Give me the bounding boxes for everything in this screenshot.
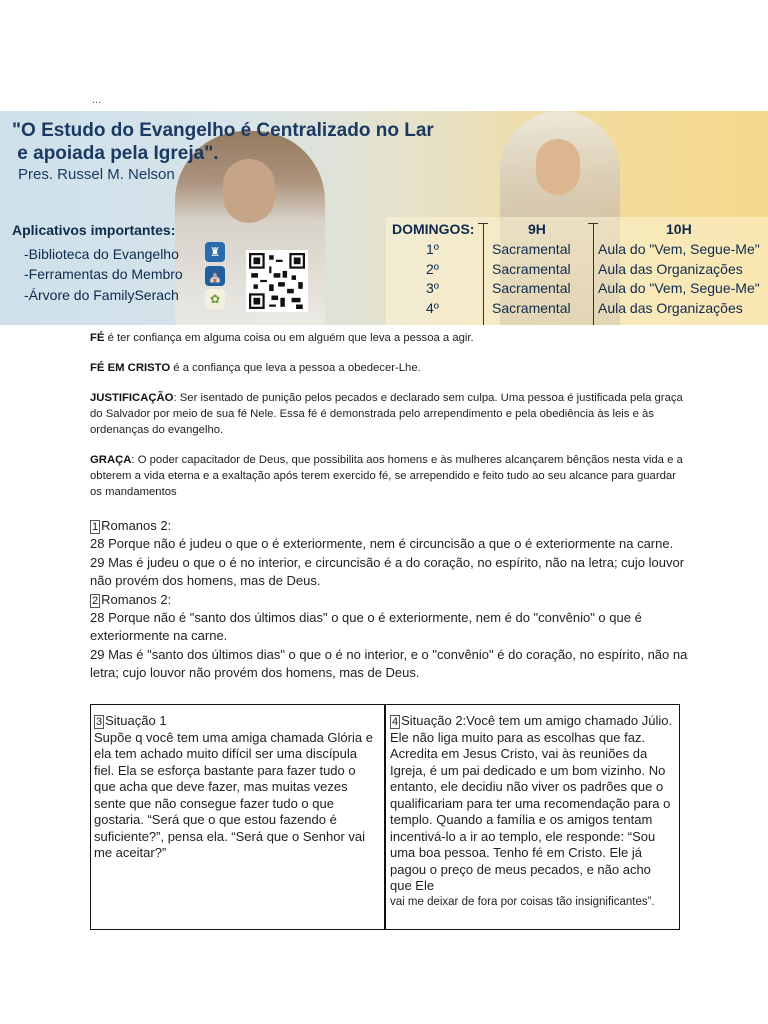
member-tools-icon[interactable]: ⛪	[205, 266, 225, 286]
family-tree-icon[interactable]: ✿	[205, 289, 225, 309]
scripture-heading: Romanos 2:	[101, 591, 172, 607]
schedule-10h-item: Aula das Organizações	[598, 300, 743, 316]
situation-1-title: Situação 1	[105, 713, 167, 728]
schedule-col-10h: 10H	[666, 221, 692, 237]
situation-2-cell	[384, 704, 680, 930]
schedule-label: DOMINGOS:	[392, 221, 475, 237]
situation-2-text: Situação 2:Você tem um amigo chamado Júlio. Ele não liga muito para as escolhas que faz. Acredita em Jesus Cristo, vai às reuniões da Igreja, é um pai dedicado e um bom vizinho. No entanto, ele decidiu não viver os padrões que o qualificariam para ter uma recomendação para o templo. Quando a família e os amigos tentam incentivá-lo a ir ao templo, ele responde: “Sou uma boa pessoa. Tenho fé em Cristo. Ele já pagou o preço de meus pecados, e não acho que Ele	[390, 713, 673, 893]
comment-marker[interactable]: 1	[92, 521, 99, 533]
schedule-day: 4º	[426, 300, 439, 316]
scripture-verse: 29 Mas é "santo dos últimos dias" o que o é no interior, e o "convênio" é do coração, no espírito, não na letra; cujo louvor não provém dos homens, mas de Deus.	[90, 646, 688, 681]
apps-heading: Aplicativos importantes:	[12, 222, 176, 238]
comment-marker[interactable]: 4	[392, 716, 399, 728]
definition-text: : Ser isentado de punição pelos pecados e declarado sem culpa. Uma pessoa é justificada pela graça do Salvador por meio de sua fé Nele. Essa fé é demonstrada pelo arrependimento e pela obediência às leis e às ordenanças do evangelho.	[90, 392, 683, 436]
title-line-1: "O Estudo do Evangelho é Centralizado no Lar	[12, 120, 434, 141]
schedule-10h-item: Aula das Organizações	[598, 261, 743, 277]
app-member-tools: -Ferramentas do Membro	[24, 266, 183, 282]
definition-text: é a confiança que leva a pessoa a obedecer-Lhe.	[170, 362, 421, 374]
scripture-verse: 28 Porque não é "santo dos últimos dias" o que o é exteriormente, nem é do "convênio" o que é exteriormente na carne.	[90, 610, 642, 644]
situation-2	[390, 713, 674, 909]
app-gospel-library: -Biblioteca do Evangelho	[24, 246, 179, 262]
term-graca: GRAÇA	[90, 454, 132, 466]
schedule-panel	[386, 217, 768, 325]
schedule-9h-item: Sacramental	[492, 261, 571, 277]
definition-fe-em-cristo	[90, 360, 685, 376]
scripture-verse: 29 Mas é judeu o que o é no interior, e circuncisão é a do coração, no espírito, não na letra; cujo louvor não provém dos homens, mas de Deus.	[90, 554, 685, 589]
situation-1-text: Supõe q você tem uma amiga chamada Glória e ela tem achado muito difícil ser uma discípula fiel. Ela se esforça bastante para fazer tudo o que acha que deve fazer, mas muitas vezes sente que não consegue fazer tudo o que gostaria. “Será que o que estou fazendo é suficiente?”, pensa ela. “Será que o Senhor vai me aceitar?”	[94, 729, 373, 860]
gospel-library-icon[interactable]: ♜	[205, 242, 225, 262]
schedule-divider-1	[483, 223, 484, 325]
definition-justificacao	[90, 390, 685, 438]
situation-2-tail: vai me deixar de fora por coisas tão insignificantes”.	[390, 895, 655, 908]
scripture-block	[90, 517, 690, 683]
definition-text: : O poder capacitador de Deus, que possibilita aos homens e às mulheres alcançarem bênçãos nesta vida e a obterem a vida eterna e a exaltação após terem exercido fé, se arrependido e feito tudo ao seu alcance para guardar os mandamentos	[90, 454, 683, 498]
app-family-tree: -Árvore do FamilySerach	[24, 287, 179, 303]
schedule-divider-2	[593, 223, 594, 325]
qr-code-icon[interactable]	[246, 250, 308, 312]
schedule-10h-item: Aula do "Vem, Segue-Me"	[598, 280, 760, 296]
header-banner	[0, 111, 768, 325]
situation-1-cell	[90, 704, 386, 930]
schedule-9h-item: Sacramental	[492, 300, 571, 316]
definition-fe	[90, 330, 685, 346]
schedule-10h-item: Aula do "Vem, Segue-Me"	[598, 241, 760, 257]
ellipsis-marker: ...	[92, 94, 102, 106]
comment-marker[interactable]: 2	[92, 594, 99, 607]
banner-title	[12, 119, 434, 165]
comment-marker[interactable]: 3	[96, 716, 103, 728]
schedule-day: 1º	[426, 241, 439, 257]
scripture-verse: 28 Porque não é judeu o que o é exteriormente, nem é circuncisão a que o é exteriormente na carne.	[90, 536, 674, 552]
term-justificacao: JUSTIFICAÇÃO	[90, 392, 174, 404]
banner-author: Pres. Russel M. Nelson	[18, 166, 175, 183]
title-line-2: e apoiada pela Igreja".	[12, 143, 219, 164]
definition-text: é ter confiança em alguma coisa ou em alguém que leva a pessoa a agir.	[104, 332, 474, 344]
schedule-9h-item: Sacramental	[492, 280, 571, 296]
term-fe-em-cristo: FÉ EM CRISTO	[90, 362, 171, 374]
schedule-col-9h: 9H	[528, 221, 546, 237]
schedule-day: 3º	[426, 280, 439, 296]
schedule-day: 2º	[426, 261, 439, 277]
situation-1	[94, 713, 376, 862]
scripture-heading: Romanos 2:	[101, 518, 172, 533]
definition-graca	[90, 452, 685, 500]
term-fe: FÉ	[90, 332, 105, 344]
schedule-9h-item: Sacramental	[492, 241, 571, 257]
